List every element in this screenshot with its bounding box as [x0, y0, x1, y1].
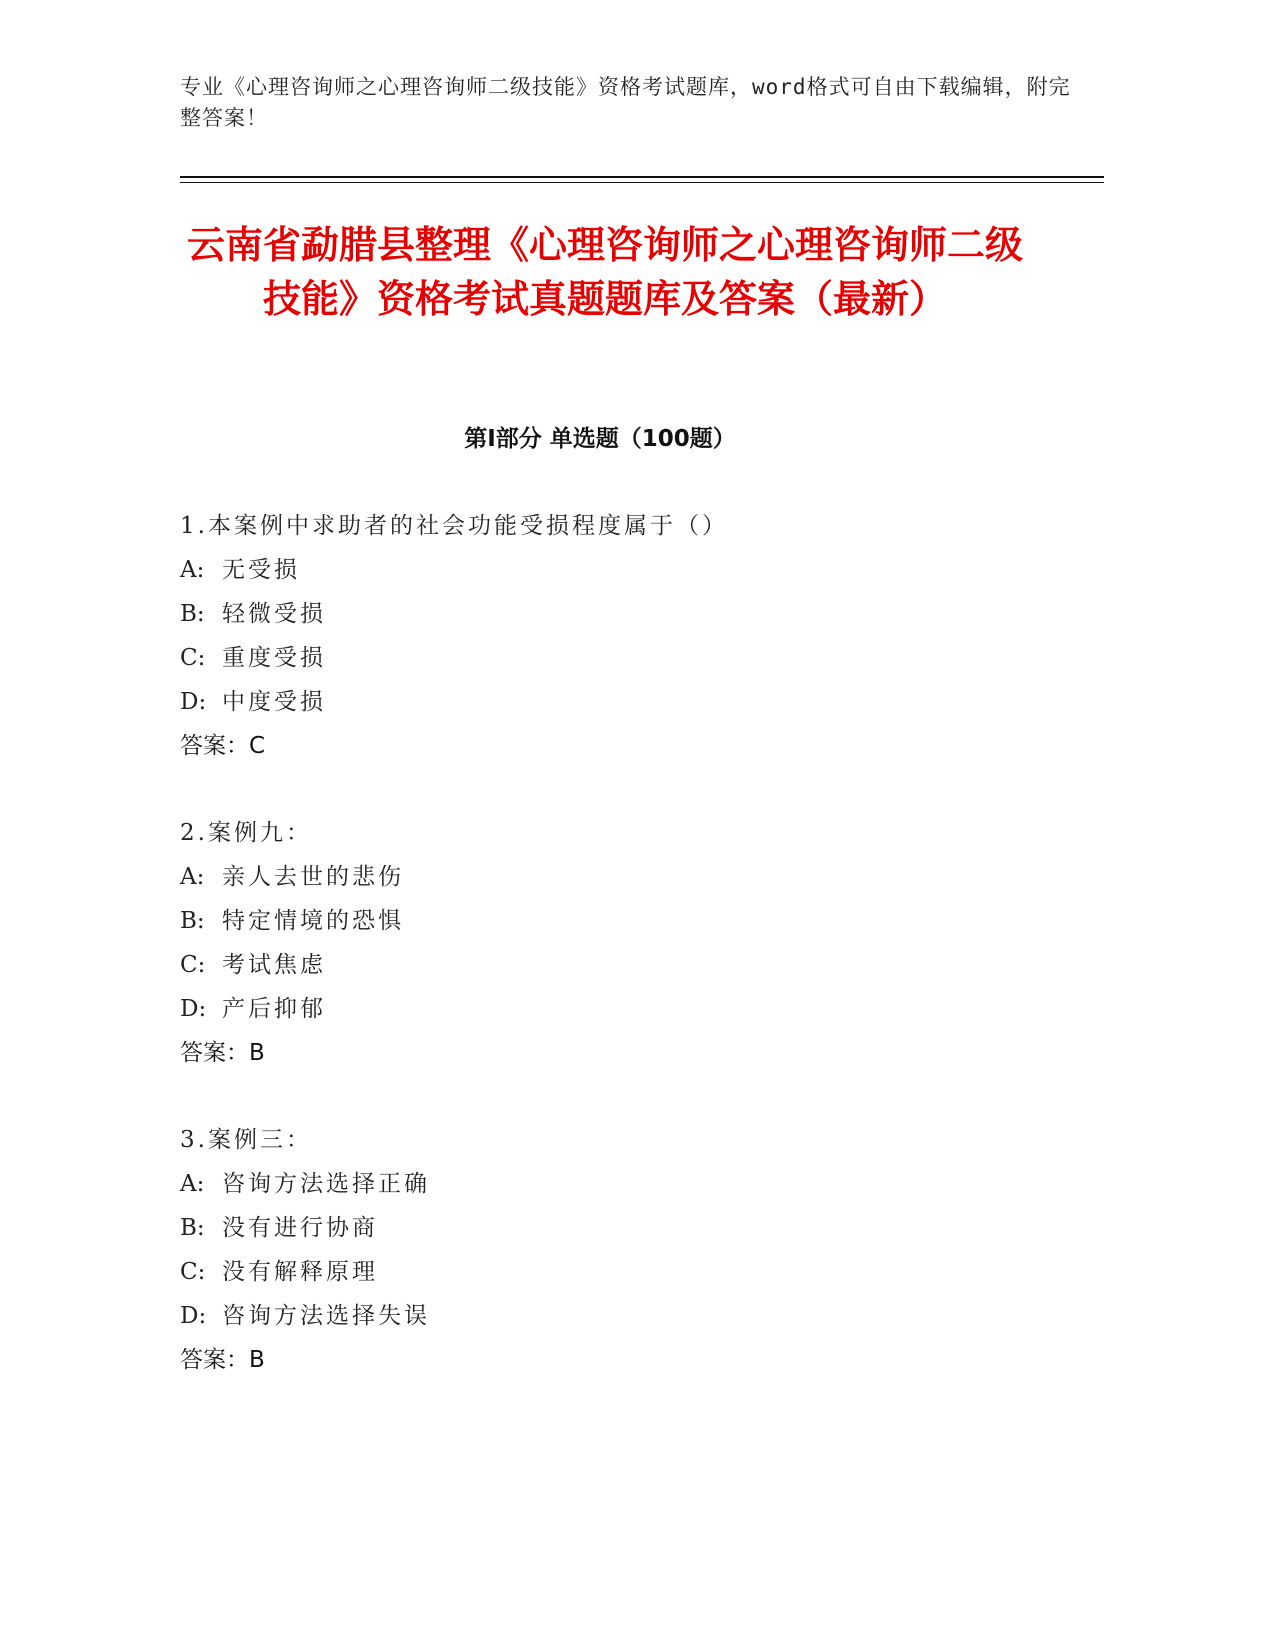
option-a [180, 855, 1080, 899]
option-text: 产后抑郁 [222, 996, 326, 1022]
option-c [180, 636, 1080, 680]
document-title: 云南省勐腊县整理《心理咨询师之心理咨询师二级技能》资格考试真题题库及答案（最新） [186, 223, 1023, 321]
question-1 [180, 504, 1080, 768]
option-key: A: [180, 557, 205, 583]
answer-value: B [249, 1040, 265, 1066]
option-key: D: [180, 996, 207, 1022]
answer-label: 答案： [180, 1347, 249, 1373]
option-a [180, 548, 1080, 592]
answer-value: B [249, 1347, 265, 1373]
answer-line [180, 1031, 1080, 1075]
option-key: A: [180, 864, 205, 890]
option-key: B: [180, 601, 205, 627]
option-b [180, 592, 1080, 636]
option-text: 亲人去世的悲伤 [222, 864, 404, 890]
option-text: 没有进行协商 [222, 1215, 378, 1241]
question-stem: 3.案例三： [180, 1127, 312, 1153]
section-heading: 第Ⅰ部分 单选题（100题） [464, 426, 736, 452]
option-text: 特定情境的恐惧 [222, 908, 404, 934]
answer-line [180, 1338, 1080, 1382]
option-d [180, 680, 1080, 724]
option-text: 没有解释原理 [222, 1259, 378, 1285]
option-key: B: [180, 1215, 205, 1241]
option-text: 重度受损 [222, 645, 326, 671]
option-c [180, 943, 1080, 987]
option-key: C: [180, 645, 206, 671]
option-b [180, 899, 1080, 943]
header-rule-thin [180, 182, 1104, 183]
answer-label: 答案： [180, 1040, 249, 1066]
option-a [180, 1162, 1080, 1206]
option-text: 中度受损 [222, 689, 326, 715]
answer-label: 答案： [180, 733, 249, 759]
header-rule-thick [180, 176, 1104, 178]
option-key: C: [180, 1259, 206, 1285]
option-d [180, 1294, 1080, 1338]
option-key: D: [180, 689, 207, 715]
option-d [180, 987, 1080, 1031]
option-text: 轻微受损 [222, 601, 326, 627]
answer-value: C [249, 733, 266, 759]
option-text: 无受损 [222, 557, 300, 583]
option-text: 咨询方法选择正确 [222, 1171, 430, 1197]
question-3 [180, 1118, 1080, 1382]
question-stem: 2.案例九： [180, 820, 312, 846]
question-2 [180, 811, 1080, 1075]
question-list [180, 504, 1080, 1425]
question-stem: 1.本案例中求助者的社会功能受损程度属于（） [180, 513, 728, 539]
option-text: 考试焦虑 [222, 952, 326, 978]
option-key: B: [180, 908, 205, 934]
option-key: C: [180, 952, 206, 978]
option-c [180, 1250, 1080, 1294]
answer-line [180, 724, 1080, 768]
option-key: D: [180, 1303, 207, 1329]
option-key: A: [180, 1171, 205, 1197]
option-text: 咨询方法选择失误 [222, 1303, 430, 1329]
header-note: 专业《心理咨询师之心理咨询师二级技能》资格考试题库，word格式可自由下载编辑，附完整答案！ [180, 75, 1071, 130]
option-b [180, 1206, 1080, 1250]
